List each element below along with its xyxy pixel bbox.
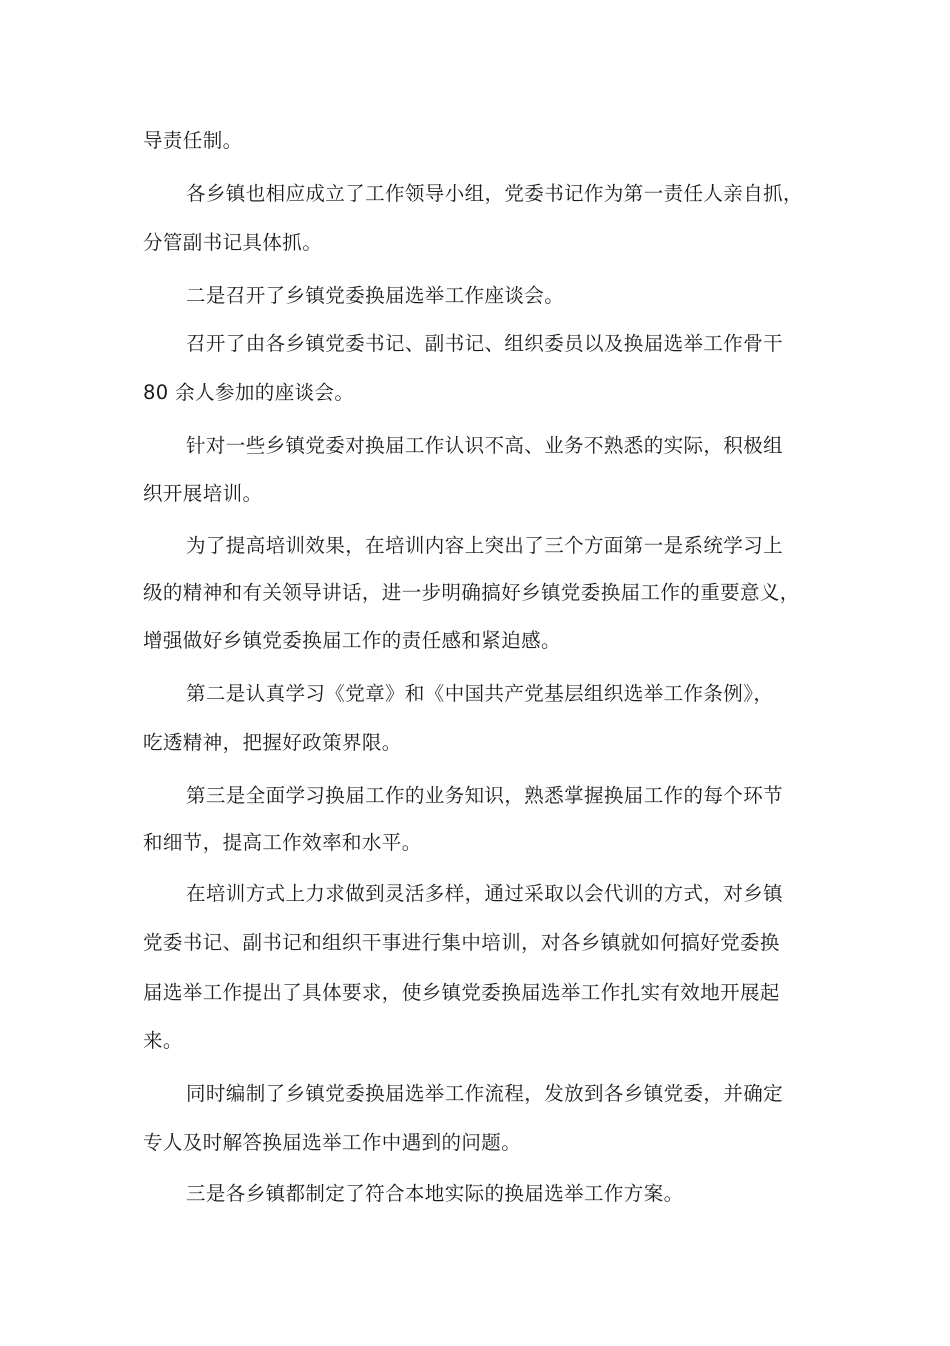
text-line: 针对一些乡镇党委对换届工作认识不高、业务不熟悉的实际，积极组 — [186, 434, 784, 457]
text-line: 来。 — [143, 1029, 183, 1052]
text-line: 80 余人参加的座谈会。 — [143, 381, 355, 404]
text-line: 专人及时解答换届选举工作中遇到的问题。 — [143, 1131, 522, 1154]
text-line: 二是召开了乡镇党委换届选举工作座谈会。 — [186, 284, 565, 307]
text-line: 吃透精神，把握好政策界限。 — [143, 731, 402, 754]
text-line: 各乡镇也相应成立了工作领导小组，党委书记作为第一责任人亲自抓， — [186, 182, 803, 205]
text-line: 增强做好乡镇党委换届工作的责任感和紧迫感。 — [143, 629, 561, 652]
text-line: 导责任制。 — [143, 129, 243, 152]
text-line: 和细节，提高工作效率和水平。 — [143, 831, 422, 854]
text-line: 第三是全面学习换届工作的业务知识，熟悉掌握换届工作的每个环节 — [186, 784, 784, 807]
text-line: 同时编制了乡镇党委换届选举工作流程，发放到各乡镇党委，并确定 — [186, 1082, 784, 1105]
text-line: 级的精神和有关领导讲话，进一步明确搞好乡镇党委换届工作的重要意义， — [143, 581, 800, 604]
text-line: 第二是认真学习《党章》和《中国共产党基层组织选举工作条例》， — [186, 682, 774, 705]
text-line: 召开了由各乡镇党委书记、副书记、组织委员以及换届选举工作骨干 — [186, 332, 784, 355]
text-line: 为了提高培训效果，在培训内容上突出了三个方面第一是系统学习上 — [186, 534, 784, 557]
text-line: 织开展培训。 — [143, 482, 263, 505]
text-line: 党委书记、副书记和组织干事进行集中培训，对各乡镇就如何搞好党委换 — [143, 931, 780, 954]
text-line: 三是各乡镇都制定了符合本地实际的换届选举工作方案。 — [186, 1182, 684, 1205]
text-line: 届选举工作提出了具体要求，使乡镇党委换届选举工作扎实有效地开展起 — [143, 981, 780, 1004]
text-line: 在培训方式上力求做到灵活多样，通过采取以会代训的方式，对乡镇 — [186, 882, 784, 905]
text-line: 分管副书记具体抓。 — [143, 231, 323, 254]
